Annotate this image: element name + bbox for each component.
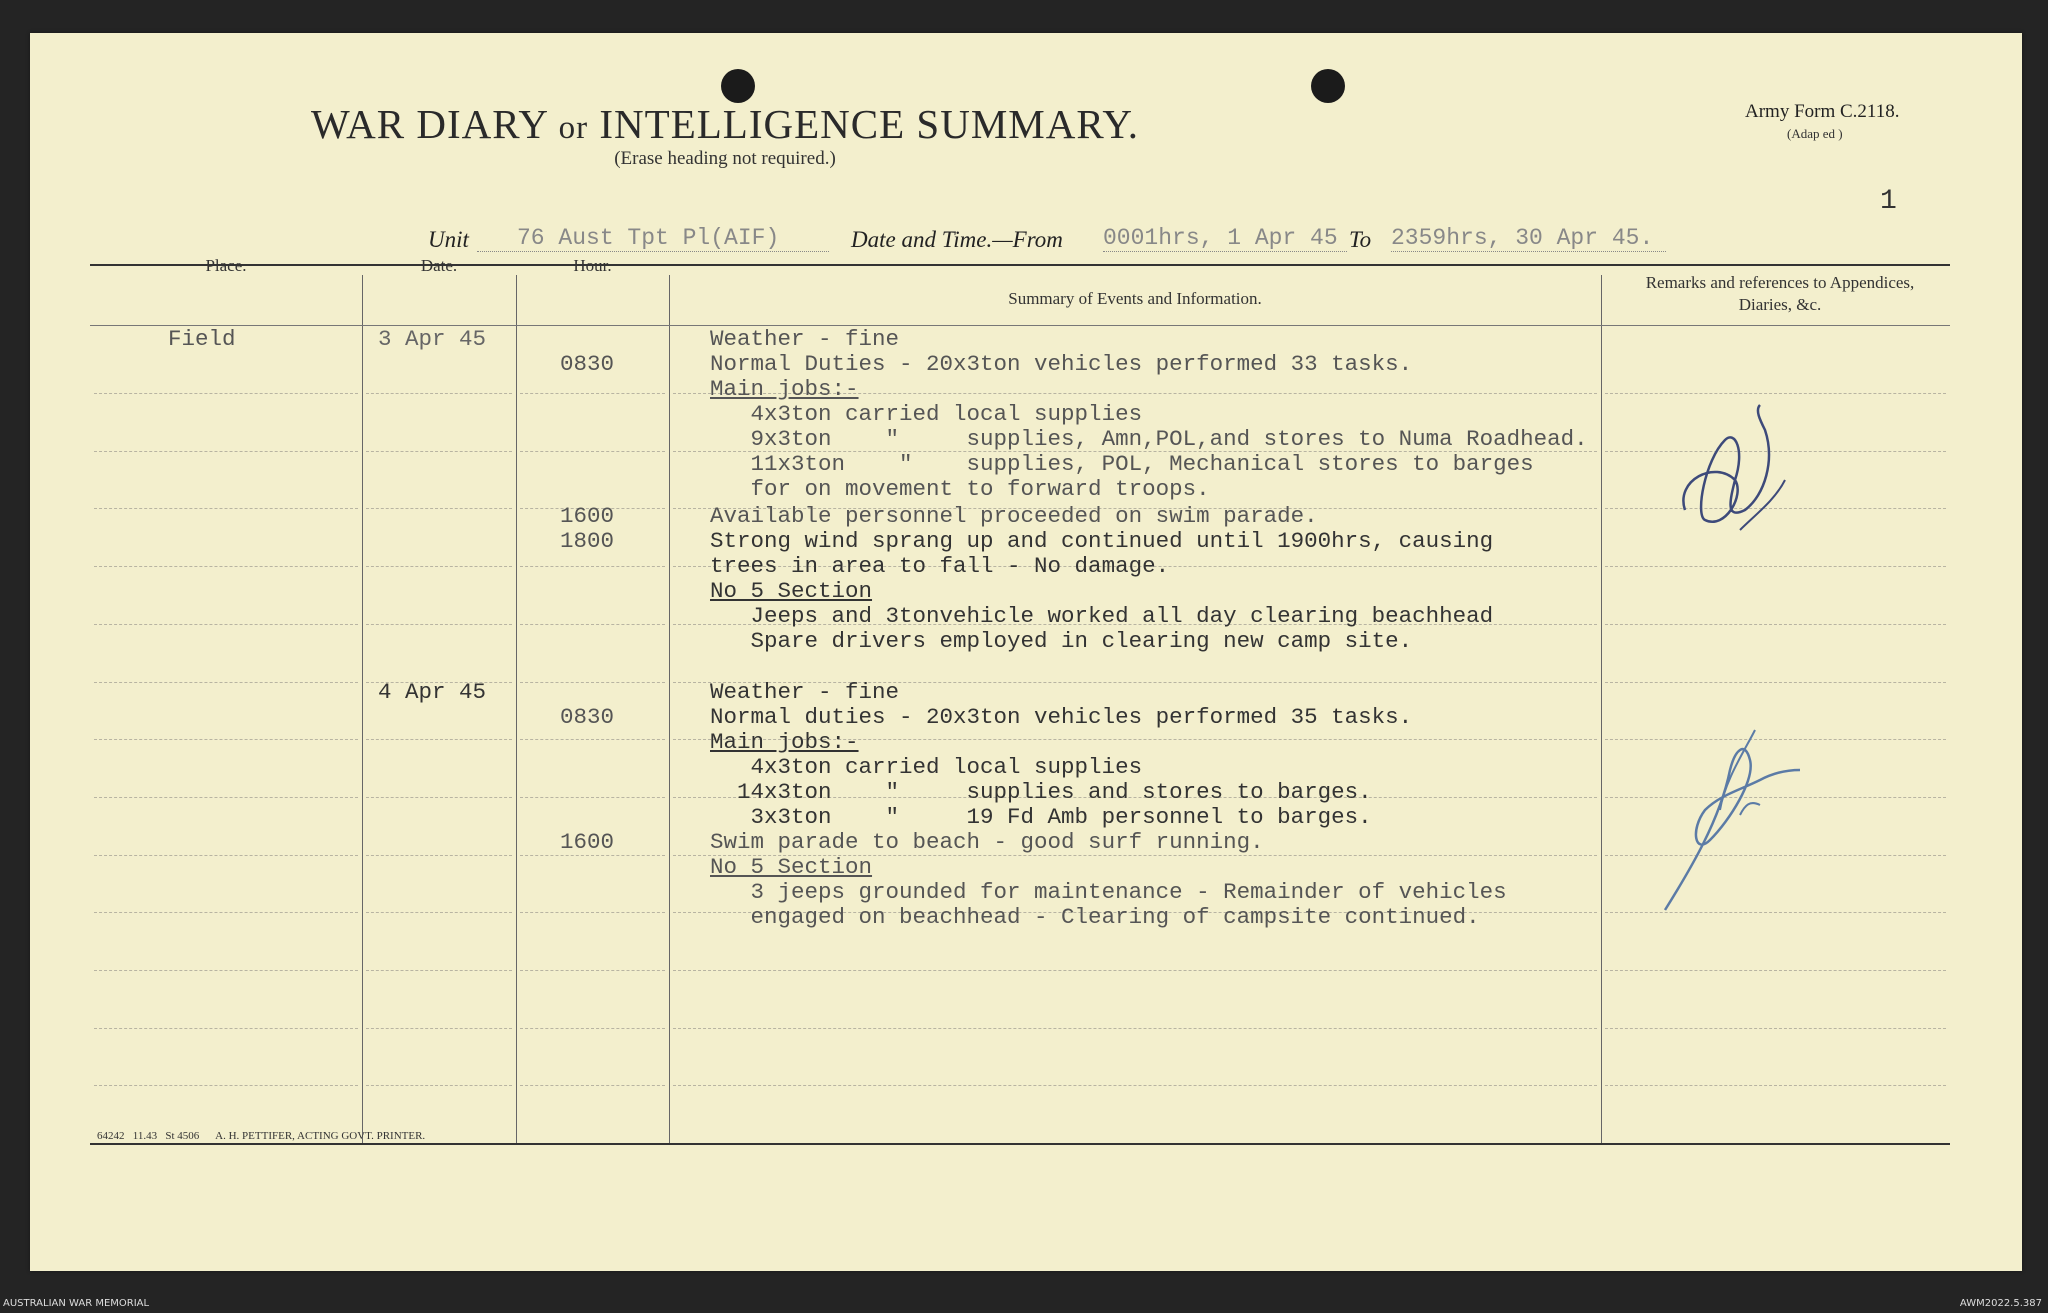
ruled-line: [1605, 1028, 1946, 1029]
ruled-line: [520, 1028, 665, 1029]
summary-line: Spare drivers employed in clearing new camp site.: [710, 628, 1413, 654]
ruled-line: [94, 1028, 358, 1029]
from-value: 0001hrs, 1 Apr 45: [1103, 225, 1347, 252]
ruled-line: [520, 912, 665, 913]
hour-cell: 1600: [560, 829, 615, 855]
army-form-label: Army Form C.2118.: [1745, 101, 1900, 122]
ruled-line: [520, 624, 665, 625]
summary-line: Main jobs:-: [710, 376, 859, 402]
table-bottom-border: [90, 1143, 1950, 1145]
date-cell: 3 Apr 45: [378, 326, 487, 352]
initials-signature-icon: [1650, 710, 1810, 920]
ruled-line: [366, 1085, 512, 1086]
ruled-line: [94, 739, 358, 740]
summary-line: 3 jeeps grounded for maintenance - Remainder of vehicles: [710, 879, 1507, 905]
punch-hole-left: [721, 69, 755, 103]
header-date: Date.: [420, 256, 458, 275]
ruled-line: [94, 1085, 358, 1086]
archive-label: AUSTRALIAN WAR MEMORIAL: [3, 1298, 150, 1309]
ruled-line: [1605, 970, 1946, 971]
ruled-line: [94, 682, 358, 683]
summary-line: trees in area to fall - No damage.: [710, 553, 1170, 579]
archive-reference: AWM2022.5.387: [1959, 1298, 2042, 1309]
printer-imprint: 64242 11.43 St 4506 A. H. PETTIFER, ACTING GOVT. PRINTER.: [97, 1130, 426, 1142]
to-value: 2359hrs, 30 Apr 45.: [1391, 225, 1666, 252]
summary-line: 4x3ton carried local supplies: [710, 754, 1143, 780]
date-cell: 4 Apr 45: [378, 679, 487, 705]
column-divider: [516, 275, 517, 1143]
column-divider: [362, 275, 363, 1143]
header-place: Place.: [205, 256, 247, 275]
ruled-line: [366, 451, 512, 452]
hour-cell: 0830: [560, 351, 615, 377]
ruled-line: [94, 797, 358, 798]
ruled-line: [520, 855, 665, 856]
ruled-line: [1605, 1085, 1946, 1086]
ruled-line: [94, 624, 358, 625]
army-form-sub: (Adap ed ): [1787, 126, 1843, 141]
to-label: To: [1349, 227, 1372, 252]
title-part2: INTELLIGENCE SUMMARY.: [599, 101, 1139, 147]
hour-cell: 0830: [560, 704, 615, 730]
unit-label: Unit: [428, 227, 469, 252]
summary-line: Available personnel proceeded on swim parade.: [710, 503, 1318, 529]
page-number: 1: [1880, 186, 1897, 217]
column-divider: [669, 275, 670, 1143]
ruled-line: [366, 624, 512, 625]
ruled-line: [520, 970, 665, 971]
date-time-label: Date and Time.—From: [851, 227, 1063, 252]
summary-line: for on movement to forward troops.: [710, 476, 1210, 502]
document-subtitle: (Erase heading not required.): [614, 148, 836, 169]
ruled-line: [1605, 393, 1946, 394]
summary-line: Normal Duties - 20x3ton vehicles performed 33 tasks.: [710, 351, 1413, 377]
ruled-line: [520, 1085, 665, 1086]
ruled-line: [1605, 682, 1946, 683]
ruled-line: [94, 970, 358, 971]
title-part1: WAR DIARY: [311, 101, 548, 147]
ruled-line: [520, 451, 665, 452]
ruled-line: [94, 912, 358, 913]
summary-line: 14x3ton " supplies and stores to barges.: [710, 779, 1372, 805]
ruled-line: [673, 970, 1597, 971]
ruled-line: [366, 566, 512, 567]
unit-value: 76 Aust Tpt Pl(AIF): [477, 225, 829, 252]
hour-cell: 1800: [560, 528, 615, 554]
summary-line: 3x3ton " 19 Fd Amb personnel to barges.: [710, 804, 1372, 830]
summary-line: Strong wind sprang up and continued until 1900hrs, causing: [710, 528, 1494, 554]
initials-signature-icon: [1665, 400, 1795, 560]
ruled-line: [673, 1085, 1597, 1086]
summary-line: 4x3ton carried local supplies: [710, 401, 1143, 427]
ruled-line: [520, 797, 665, 798]
hour-cell: 1600: [560, 503, 615, 529]
title-or: or: [558, 110, 589, 146]
place-cell: Field: [168, 326, 236, 352]
ruled-line: [366, 797, 512, 798]
ruled-line: [94, 451, 358, 452]
punch-hole-right: [1311, 69, 1345, 103]
summary-line: Swim parade to beach - good surf running.: [710, 829, 1264, 855]
ruled-line: [366, 393, 512, 394]
ruled-line: [366, 912, 512, 913]
summary-line: Normal duties - 20x3ton vehicles performed 35 tasks.: [710, 704, 1413, 730]
ruled-line: [94, 566, 358, 567]
header-remarks: Remarks and references to Appendices, Diaries, &c.: [1645, 273, 1915, 314]
ruled-line: [366, 970, 512, 971]
summary-line: No 5 Section: [710, 854, 873, 880]
ruled-line: [94, 393, 358, 394]
summary-line: Weather - fine: [710, 679, 900, 705]
summary-line: 11x3ton " supplies, POL, Mechanical stores to barges: [710, 451, 1534, 477]
ruled-line: [366, 1028, 512, 1029]
ruled-line: [366, 739, 512, 740]
summary-line: Main jobs:-: [710, 729, 859, 755]
summary-line: Weather - fine: [710, 326, 900, 352]
ruled-line: [1605, 624, 1946, 625]
document-title: [0, 100, 1450, 148]
ruled-line: [520, 682, 665, 683]
ruled-line: [520, 393, 665, 394]
ruled-line: [673, 1028, 1597, 1029]
summary-line: Jeeps and 3tonvehicle worked all day clearing beachhead: [710, 603, 1494, 629]
header-summary: Summary of Events and Information.: [1008, 289, 1262, 308]
column-divider: [1601, 275, 1602, 1143]
summary-line: engaged on beachhead - Clearing of campsite continued.: [710, 904, 1480, 930]
header-hour: Hour.: [573, 256, 612, 275]
ruled-line: [1605, 566, 1946, 567]
header-underline: [90, 325, 1950, 326]
ruled-line: [94, 855, 358, 856]
summary-line: 9x3ton " supplies, Amn,POL,and stores to Numa Roadhead.: [710, 426, 1588, 452]
ruled-line: [520, 739, 665, 740]
summary-line: No 5 Section: [710, 578, 873, 604]
ruled-line: [94, 508, 358, 509]
ruled-line: [366, 508, 512, 509]
ruled-line: [366, 855, 512, 856]
ruled-line: [520, 566, 665, 567]
